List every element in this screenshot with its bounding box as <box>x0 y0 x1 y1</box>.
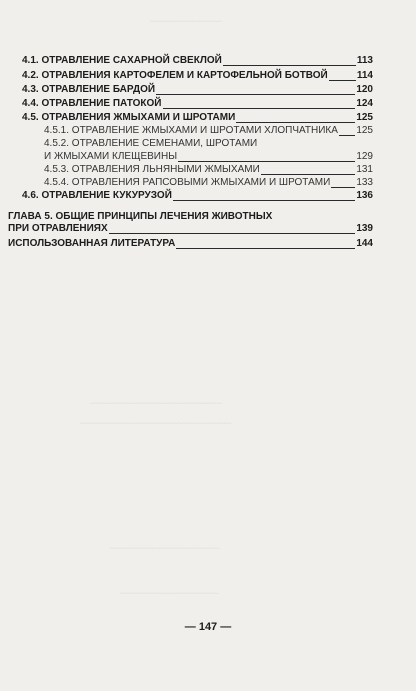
bleed-through-text: ~~~~~~~~~~~~~~~~~~~ <box>150 18 222 26</box>
page-number: — 147 — <box>184 621 232 633</box>
toc-entry-label: 4.3. ОТРАВЛЕНИЕ БАРДОЙ <box>22 84 156 95</box>
toc-entry-label: 4.5.2. ОТРАВЛЕНИЕ СЕМЕНАМИ, ШРОТАМИ <box>44 138 258 149</box>
toc-entry-label: 4.4. ОТРАВЛЕНИЕ ПАТОКОЙ <box>22 98 162 109</box>
toc-entry-label: 4.6. ОТРАВЛЕНИЕ КУКУРУЗОЙ <box>22 190 172 201</box>
toc-entry-page: 144 <box>356 238 373 249</box>
toc-entry-page: 136 <box>356 190 373 201</box>
toc-entry-page: 125 <box>356 125 373 136</box>
toc-entry-page: 125 <box>356 112 373 123</box>
toc-references-title: ИСПОЛЬЗОВАННАЯ ЛИТЕРАТУРА <box>8 238 176 249</box>
toc-entry-label: 4.5.1. ОТРАВЛЕНИЕ ЖМЫХАМИ И ШРОТАМИ ХЛОПЧАТНИКА <box>44 125 338 136</box>
bleed-through-text: ~~~~~~~~~~~~~~~~~~~~~~~~~~~~~ <box>110 545 220 553</box>
toc-entry-page: 129 <box>356 151 373 162</box>
bleed-through-text: ~~~~~~~~~~~~~~~~~~~~~~~~~~ <box>120 590 219 598</box>
toc-entry-page: 133 <box>356 177 373 188</box>
toc-entry-label: 4.2. ОТРАВЛЕНИЯ КАРТОФЕЛЕМ И КАРТОФЕЛЬНОЙ БОТВОЙ <box>22 70 328 81</box>
bleed-through-text: ~~~~~~~~~~~~~~~~~~~~~~~~~~~~~~~~~~~~~~~~ <box>80 420 232 428</box>
bleed-through-text: ~~~~~~~~~~~~~~~~~~~~~~~~~~~~~~~~~~~ <box>90 400 223 408</box>
toc-entry-label: 4.5.4. ОТРАВЛЕНИЯ РАПСОВЫМИ ЖМЫХАМИ И ШРОТАМИ <box>44 177 331 188</box>
toc-entry-page: 114 <box>356 70 373 81</box>
toc-entry-label: 4.1. ОТРАВЛЕНИЕ САХАРНОЙ СВЕКЛОЙ <box>22 55 222 66</box>
toc-entry-page: 131 <box>356 164 373 175</box>
toc-entry-page: 113 <box>356 55 373 66</box>
toc-entry-label: 4.5.3. ОТРАВЛЕНИЯ ЛЬНЯНЫМИ ЖМЫХАМИ <box>44 164 260 175</box>
toc-entry-page: 120 <box>356 84 373 95</box>
toc-entry-label: 4.5. ОТРАВЛЕНИЯ ЖМЫХАМИ И ШРОТАМИ <box>22 112 236 123</box>
toc-entry-page: 139 <box>356 223 373 234</box>
toc-entry-page: 124 <box>356 98 373 109</box>
toc-chapter-title: ПРИ ОТРАВЛЕНИЯХ <box>8 223 108 234</box>
toc-entry-label: И ЖМЫХАМИ КЛЕЩЕВИНЫ <box>44 151 178 162</box>
toc-chapter-title: ГЛАВА 5. ОБЩИЕ ПРИНЦИПЫ ЛЕЧЕНИЯ ЖИВОТНЫХ <box>8 211 273 222</box>
